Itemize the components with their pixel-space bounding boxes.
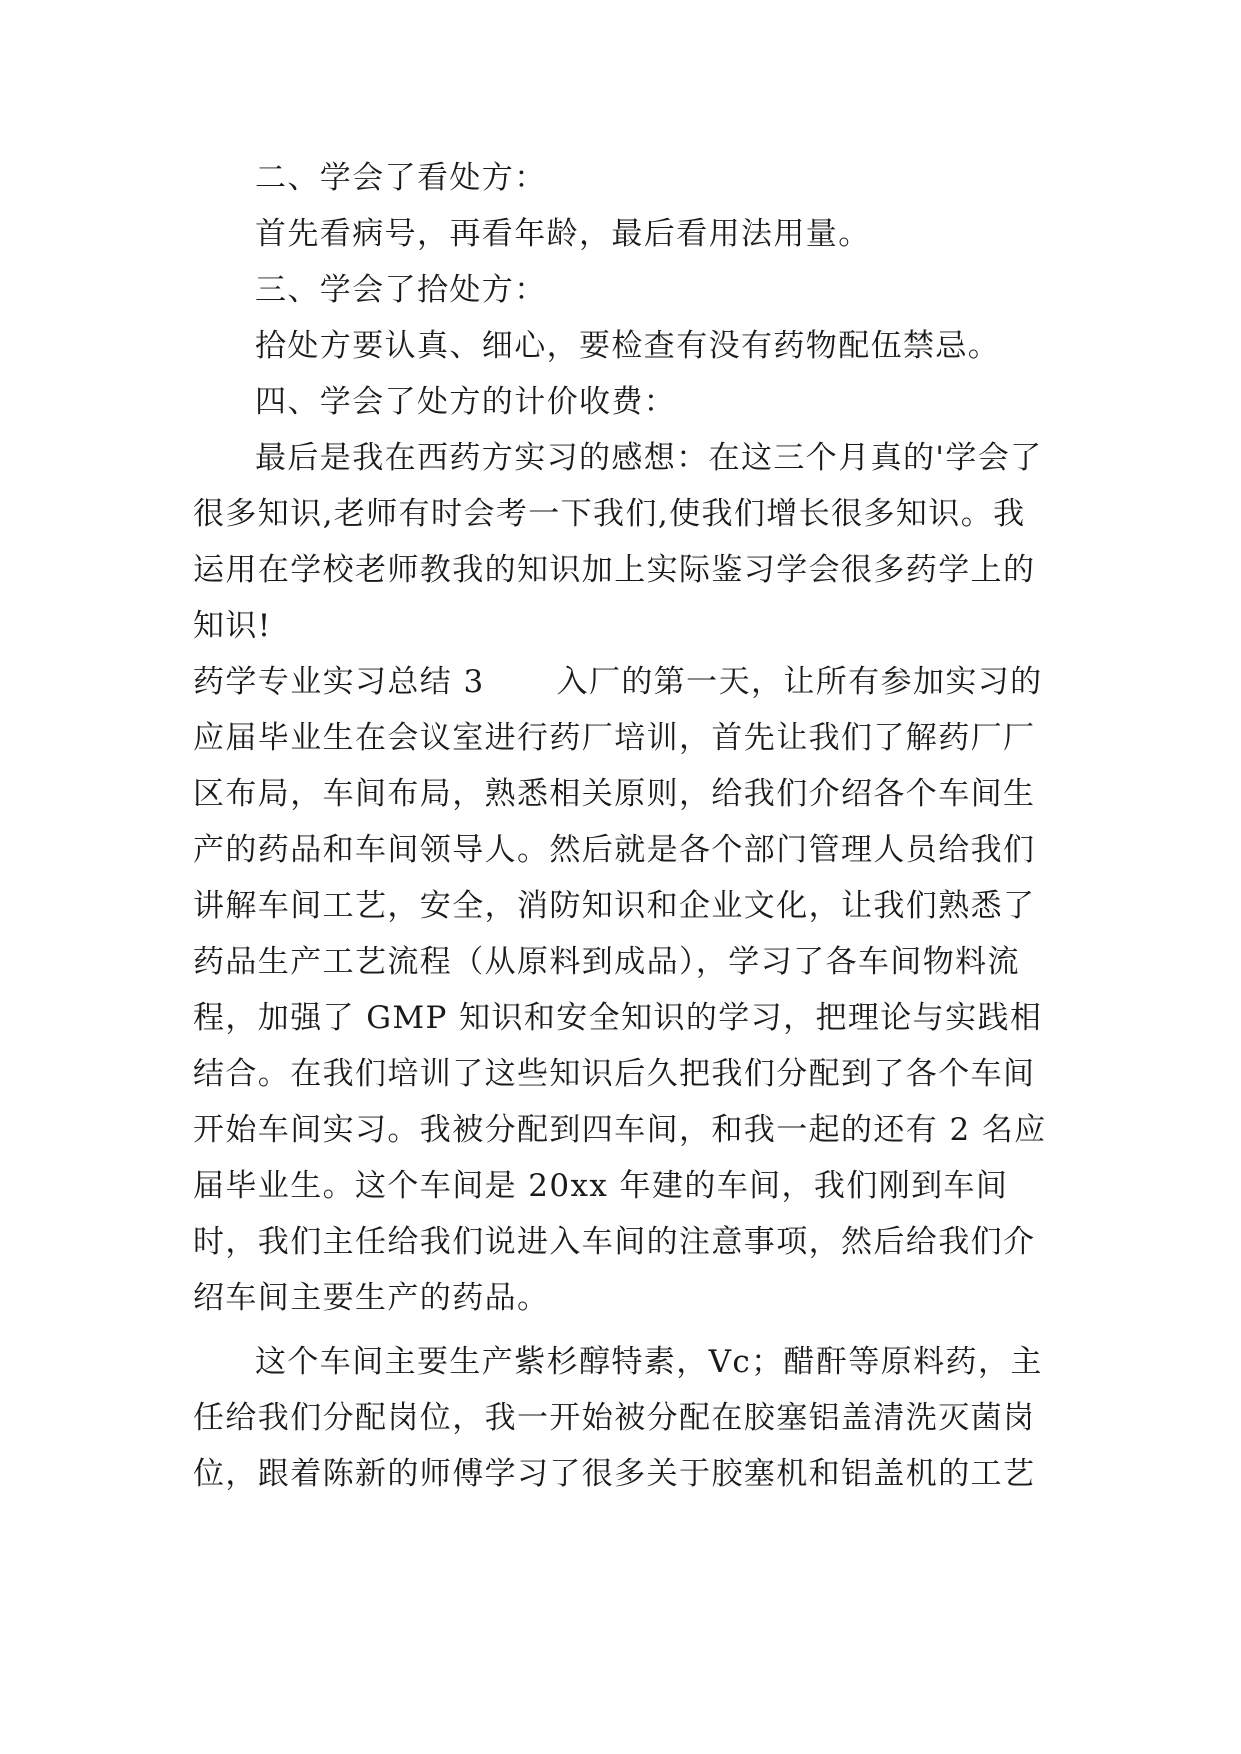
paragraph-workshop: 这个车间主要生产紫杉醇特素，Vc；醋酐等原料药，主任给我们分配岗位，我一开始被分配在胶塞铝盖清洗灭菌岗位，跟着陈新的师傅学习了很多关于胶塞机和铝盖机的工艺 xyxy=(193,1344,1043,1492)
paragraph-reflection: 最后是我在西药方实习的感想：在这三个月真的'学会了很多知识,老师有时会考一下我们,使我们增长很多知识。我运用在学校老师教我的知识加上实际鉴习学会很多药学上的知识! xyxy=(193,440,1043,644)
section-heading: 药学专业实习总结 3 xyxy=(193,664,485,700)
paragraph-item-4-title: 四、学会了处方的计价收费： xyxy=(255,384,677,420)
document-body xyxy=(193,150,1055,1502)
section-paragraph xyxy=(193,654,1055,1326)
paragraph-item-3-title: 三、学会了拾处方： xyxy=(255,272,547,308)
paragraph-item-2-title: 二、学会了看处方： xyxy=(255,160,547,196)
section-body: 入厂的第一天，让所有参加实习的应届毕业生在会议室进行药厂培训，首先让我们了解药厂厂区布局，车间布局，熟悉相关原则，给我们介绍各个车间生产的药品和车间领导人。然后就是各个部门管理人员给我们讲解车间工艺，安全，消防知识和企业文化，让我们熟悉了药品生产工艺流程（从原料到成品），学习了各车间物料流程，加强了 GMP 知识和安全知识的学习，把理论与实践相结合。在我们培训了这些知识后久把我们分配到了各个车间开始车间实习。我被分配到四车间，和我一起的还有 2 名应届毕业生。这个车间是 20xx 年建的车间，我们刚到车间时，我们主任给我们说进入车间的注意事项，然后给我们介绍车间主要生产的药品。 xyxy=(193,664,1047,1316)
paragraph-item-3-body: 拾处方要认真、细心，要检查有没有药物配伍禁忌。 xyxy=(255,328,1001,364)
paragraph-item-2-body: 首先看病号，再看年龄，最后看用法用量。 xyxy=(255,216,871,252)
